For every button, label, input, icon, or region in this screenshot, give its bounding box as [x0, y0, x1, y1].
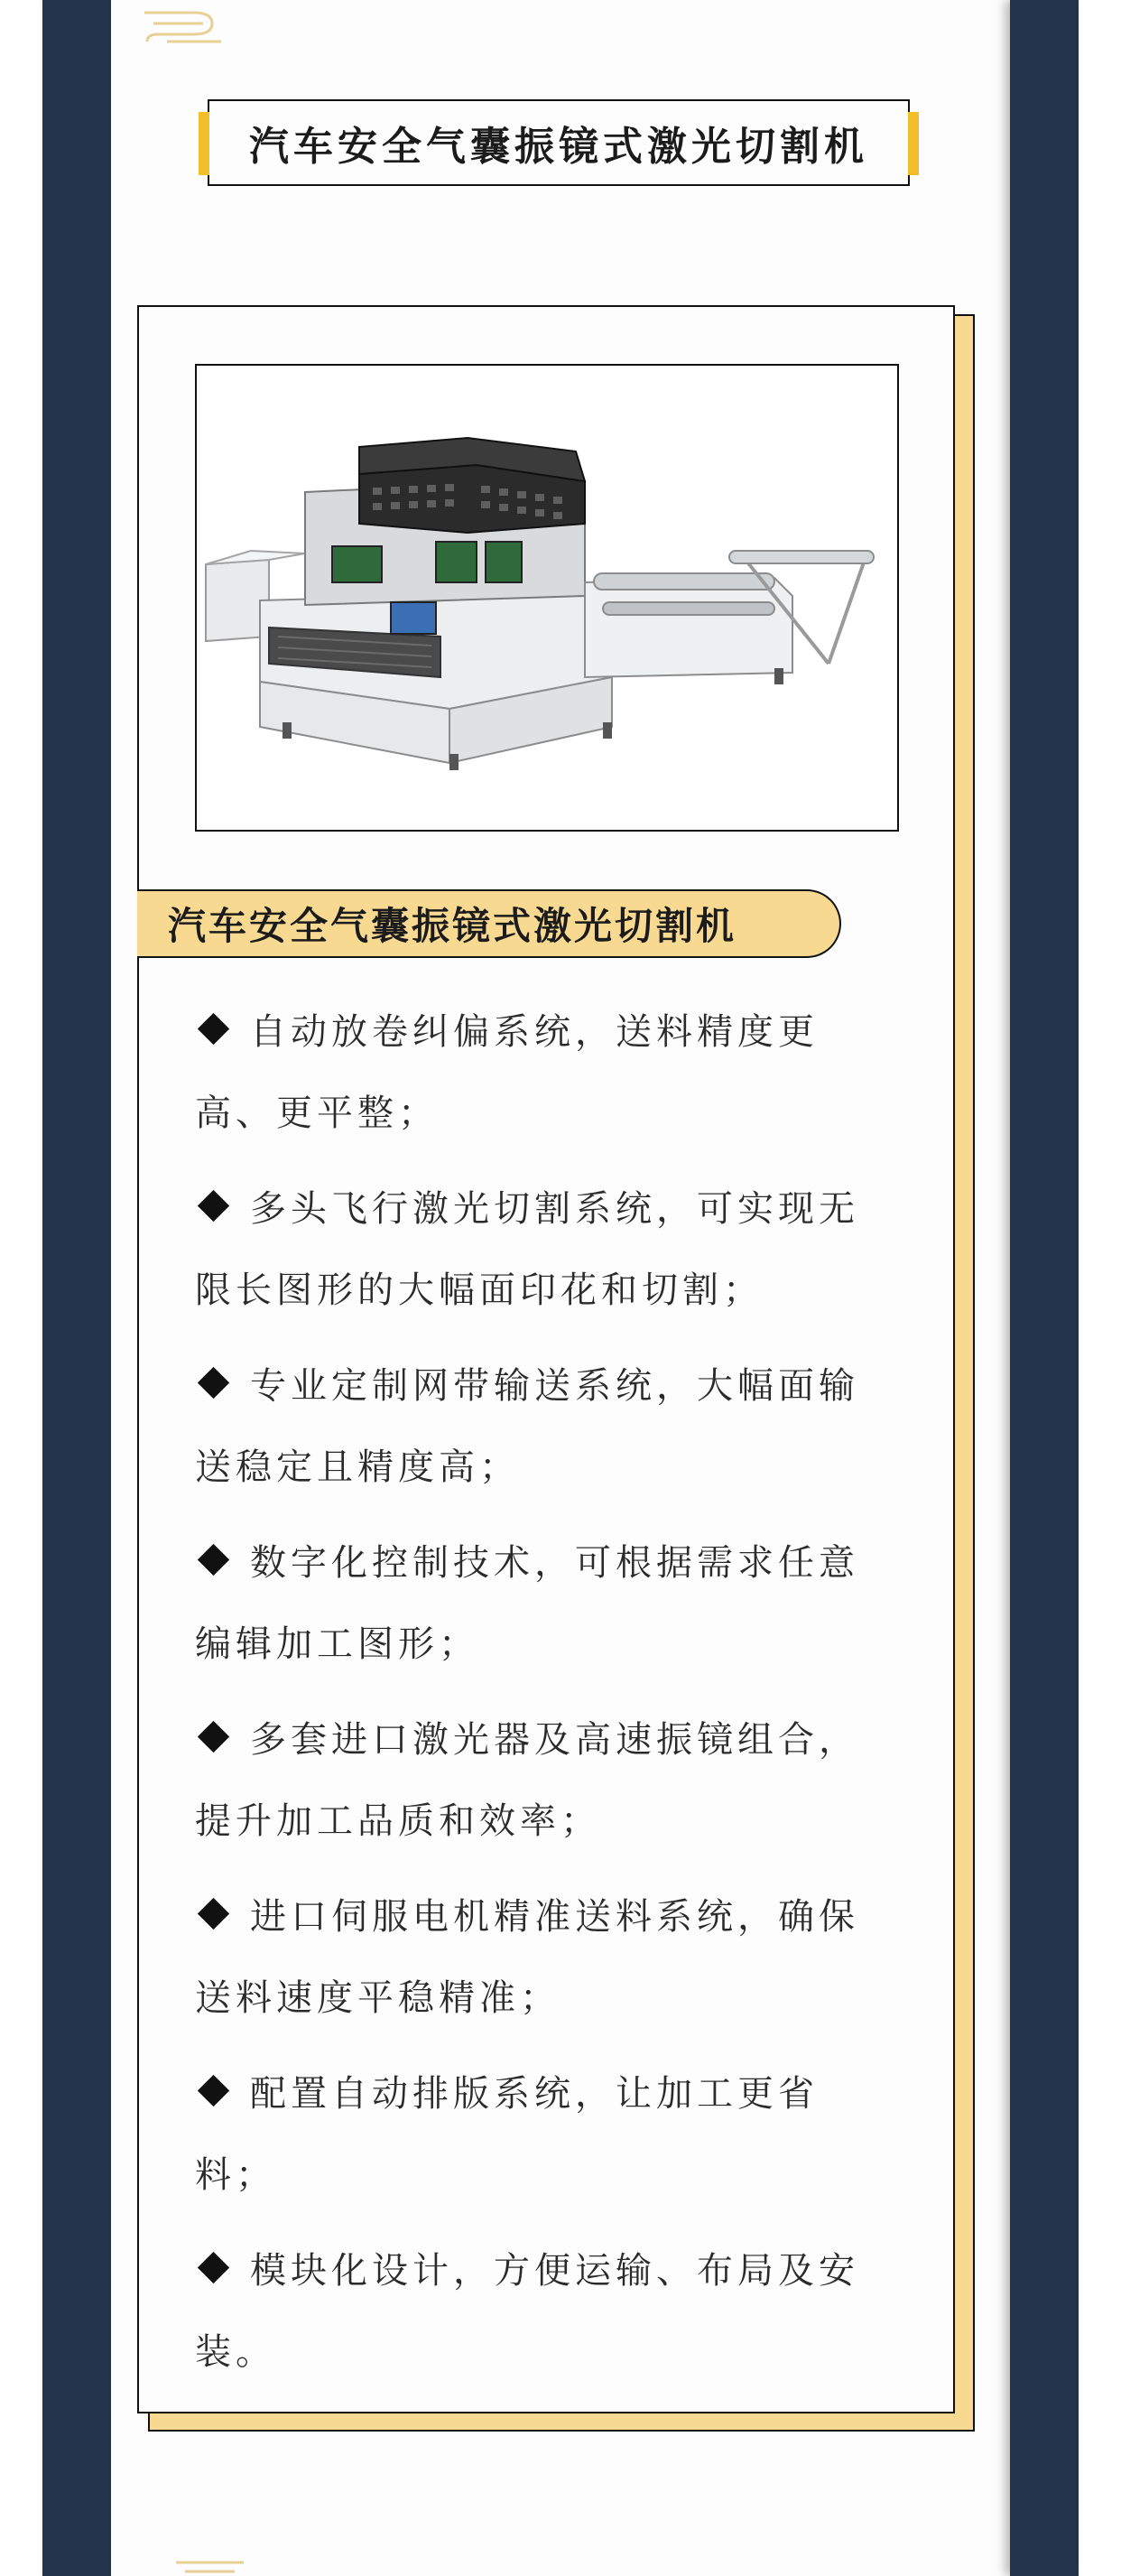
feature-text: 配置自动排版系统，让加工更省料；: [195, 2073, 819, 2196]
right-navy-border: [1010, 0, 1079, 2576]
product-name: 汽车安全气囊振镜式激光切割机: [168, 904, 737, 948]
feature-text: 自动放卷纠偏系统，送料精度更高、更平整；: [195, 1011, 819, 1134]
page-title-box: [208, 99, 910, 186]
list-item: [195, 2053, 881, 2216]
diamond-bullet-icon: [198, 2252, 229, 2283]
list-item: [195, 1699, 881, 1862]
diamond-bullet-icon: [198, 1544, 229, 1576]
diamond-bullet-icon: [198, 1721, 229, 1753]
diamond-bullet-icon: [198, 1367, 229, 1399]
list-item: [195, 1168, 881, 1331]
diamond-bullet-icon: [198, 1898, 229, 1930]
feature-text: 专业定制网带输送系统，大幅面输送稳定且精度高；: [195, 1365, 859, 1488]
diamond-bullet-icon: [198, 2075, 229, 2106]
decorative-swirl-icon: [171, 2553, 257, 2576]
feature-text: 进口伺服电机精准送料系统，确保送料速度平稳精准；: [195, 1896, 859, 2019]
title-accent-left: [199, 112, 209, 175]
list-item: [195, 1876, 881, 2039]
feature-text: 多套进口激光器及高速振镜组合，提升加工品质和效率；: [195, 1719, 859, 1842]
list-item: [195, 1345, 881, 1508]
left-navy-border: [42, 0, 111, 2576]
decorative-swirl-icon: [140, 0, 226, 47]
product-name-label: [137, 889, 841, 958]
feature-text: 数字化控制技术，可根据需求任意编辑加工图形；: [195, 1542, 859, 1665]
feature-list: [195, 991, 881, 2407]
list-item: [195, 1522, 881, 1685]
page-title: 汽车安全气囊振镜式激光切割机: [249, 124, 868, 170]
diamond-bullet-icon: [198, 1190, 229, 1222]
product-photo-frame: [195, 364, 899, 832]
feature-text: 模块化设计，方便运输、布局及安装。: [195, 2250, 859, 2373]
title-accent-right: [908, 112, 919, 175]
list-item: [195, 991, 881, 1154]
laser-cutting-machine-photo: [197, 366, 897, 830]
feature-text: 多头飞行激光切割系统，可实现无限长图形的大幅面印花和切割；: [195, 1188, 859, 1311]
diamond-bullet-icon: [198, 1013, 229, 1045]
list-item: [195, 2230, 881, 2393]
